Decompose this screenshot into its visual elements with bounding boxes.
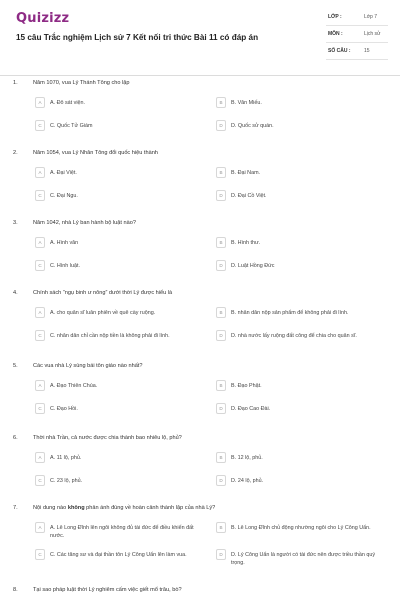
option-text: D. Lý Công Uẩn là người có tài đức nên được triều thần quý trọng. (231, 552, 376, 566)
option-text: B. Đạo Phật. (231, 383, 262, 389)
meta-row-subject (326, 27, 388, 43)
option-letter-box: B (216, 307, 226, 318)
option-text: B. Đại Nam. (231, 170, 261, 176)
question-text: Chính sách “ngụ binh ư nông” dưới thời Lý được hiểu là (33, 290, 173, 296)
option-letter-box: C (35, 120, 45, 131)
option-letter-box: C (35, 475, 45, 486)
question-number: 2. (13, 150, 18, 156)
option-text: C. nhân dân chỉ cần nộp tiền là không phải đi lính. (50, 333, 170, 339)
option-text: A. Đạo Thiên Chúa. (50, 383, 98, 389)
meta-label: MÔN : (328, 31, 343, 37)
header-divider (0, 75, 400, 76)
option-text: D. 24 lộ, phủ. (231, 478, 264, 484)
question-number: 4. (13, 290, 18, 296)
option-letter-box: C (35, 190, 45, 201)
option-letter-box: B (216, 522, 226, 533)
option-letter-box: D (216, 190, 226, 201)
meta-row-question-count (326, 44, 388, 60)
option-text: C. Đại Ngu. (50, 193, 78, 199)
option-text: C. 23 lộ, phủ. (50, 478, 83, 484)
option-letter-box: A (35, 167, 45, 178)
option-letter-box: B (216, 380, 226, 391)
option-text: B. 12 lộ, phủ. (231, 455, 263, 461)
option-letter-box: D (216, 475, 226, 486)
option-letter-box: D (216, 330, 226, 341)
option-letter-box: C (35, 549, 45, 560)
meta-info-box (326, 10, 388, 58)
question-text: Năm 1042, nhà Lý ban hành bộ luật nào? (33, 220, 136, 226)
option-text: D. nhà nước lấy ruộng đất công để chia cho quân sĩ. (231, 333, 357, 339)
meta-value: Lịch sử (364, 31, 381, 37)
question-text-before: Nội dung nào (33, 505, 68, 511)
question-text: Tại sao pháp luật thời Lý nghiêm cấm việc giết mổ trâu, bò? (33, 587, 182, 593)
question-text: Thời nhà Trần, cả nước được chia thành bao nhiêu lộ, phủ? (33, 435, 182, 441)
option-letter-box: A (35, 452, 45, 463)
option-text: C. Hình luật. (50, 263, 80, 269)
meta-value: Lớp 7 (364, 14, 378, 20)
option-text: C. Quốc Tử Giám (50, 123, 93, 129)
question-text (33, 505, 363, 511)
option-letter-box: A (35, 380, 45, 391)
option-letter-box: D (216, 260, 226, 271)
option-letter-box: D (216, 549, 226, 560)
question-text: Năm 1054, vua Lý Nhân Tông đổi quốc hiệu thành (33, 150, 158, 156)
question-number: 8. (13, 587, 18, 593)
option-letter-box: B (216, 97, 226, 108)
question-number: 6. (13, 435, 18, 441)
option-text: B. nhân dân nộp sản phẩm để không phải đi lính. (231, 310, 349, 316)
option-letter-box: A (35, 97, 45, 108)
option-letter-box: A (35, 522, 45, 533)
option-text: A. Đô sát viện. (50, 100, 86, 106)
option-text: A. Hình văn (50, 240, 79, 246)
option-text: A. 11 lộ, phủ. (50, 455, 82, 461)
option-letter-box: A (35, 237, 45, 248)
question-number: 1. (13, 80, 18, 86)
option-text: D. Đại Cồ Việt. (231, 193, 267, 199)
meta-label: SỐ CÂU : (328, 48, 351, 54)
option-text: A. Đại Việt. (50, 170, 77, 176)
option-letter-box: B (216, 452, 226, 463)
page-title: 15 câu Trắc nghiệm Lịch sử 7 Kết nối tri thức Bài 11 có đáp án (16, 33, 259, 42)
option-letter-box: D (216, 403, 226, 414)
question-text-after: phản ánh đúng về hoàn cảnh thành lập của nhà Lý? (84, 505, 216, 511)
option-letter-box: B (216, 167, 226, 178)
meta-row-class (326, 10, 388, 26)
option-text: C. Các tăng sư và đại thần tôn Lý Công Uẩn lên làm vua. (50, 552, 187, 558)
meta-label: LỚP : (328, 14, 342, 20)
option-letter-box: A (35, 307, 45, 318)
option-text: C. Đạo Hồi. (50, 406, 78, 412)
option-letter-box: B (216, 237, 226, 248)
option-text: B. Hình thư. (231, 240, 261, 246)
question-number: 7. (13, 505, 18, 511)
question-number: 5. (13, 363, 18, 369)
option-text: A. cho quân sĩ luân phiên về quê cày ruộng. (50, 310, 156, 316)
option-letter-box: D (216, 120, 226, 131)
option-text: D. Luật Hồng Đức (231, 263, 275, 269)
option-text: B. Văn Miếu. (231, 100, 262, 106)
question-text-emphasis: không (67, 505, 85, 511)
question-number: 3. (13, 220, 18, 226)
quizizz-logo: Quizizz (16, 11, 70, 26)
question-text: Các vua nhà Lý sùng bái tôn giáo nào nhất? (33, 363, 143, 369)
question-text: Năm 1070, vua Lý Thánh Tông cho lập (33, 80, 130, 86)
option-text: B. Lê Long Đĩnh chủ động nhường ngôi cho Lý Công Uẩn. (231, 525, 371, 531)
option-text: D. Quốc sử quán. (231, 123, 274, 129)
option-letter-box: C (35, 403, 45, 414)
option-text: A. Lê Long Đĩnh lên ngôi không đủ tài đức để điều khiển đất nước. (50, 525, 194, 539)
document-header (0, 0, 400, 68)
option-text: D. Đạo Cao Đài. (231, 406, 271, 412)
meta-value: 15 (364, 48, 370, 54)
option-letter-box: C (35, 260, 45, 271)
option-letter-box: C (35, 330, 45, 341)
